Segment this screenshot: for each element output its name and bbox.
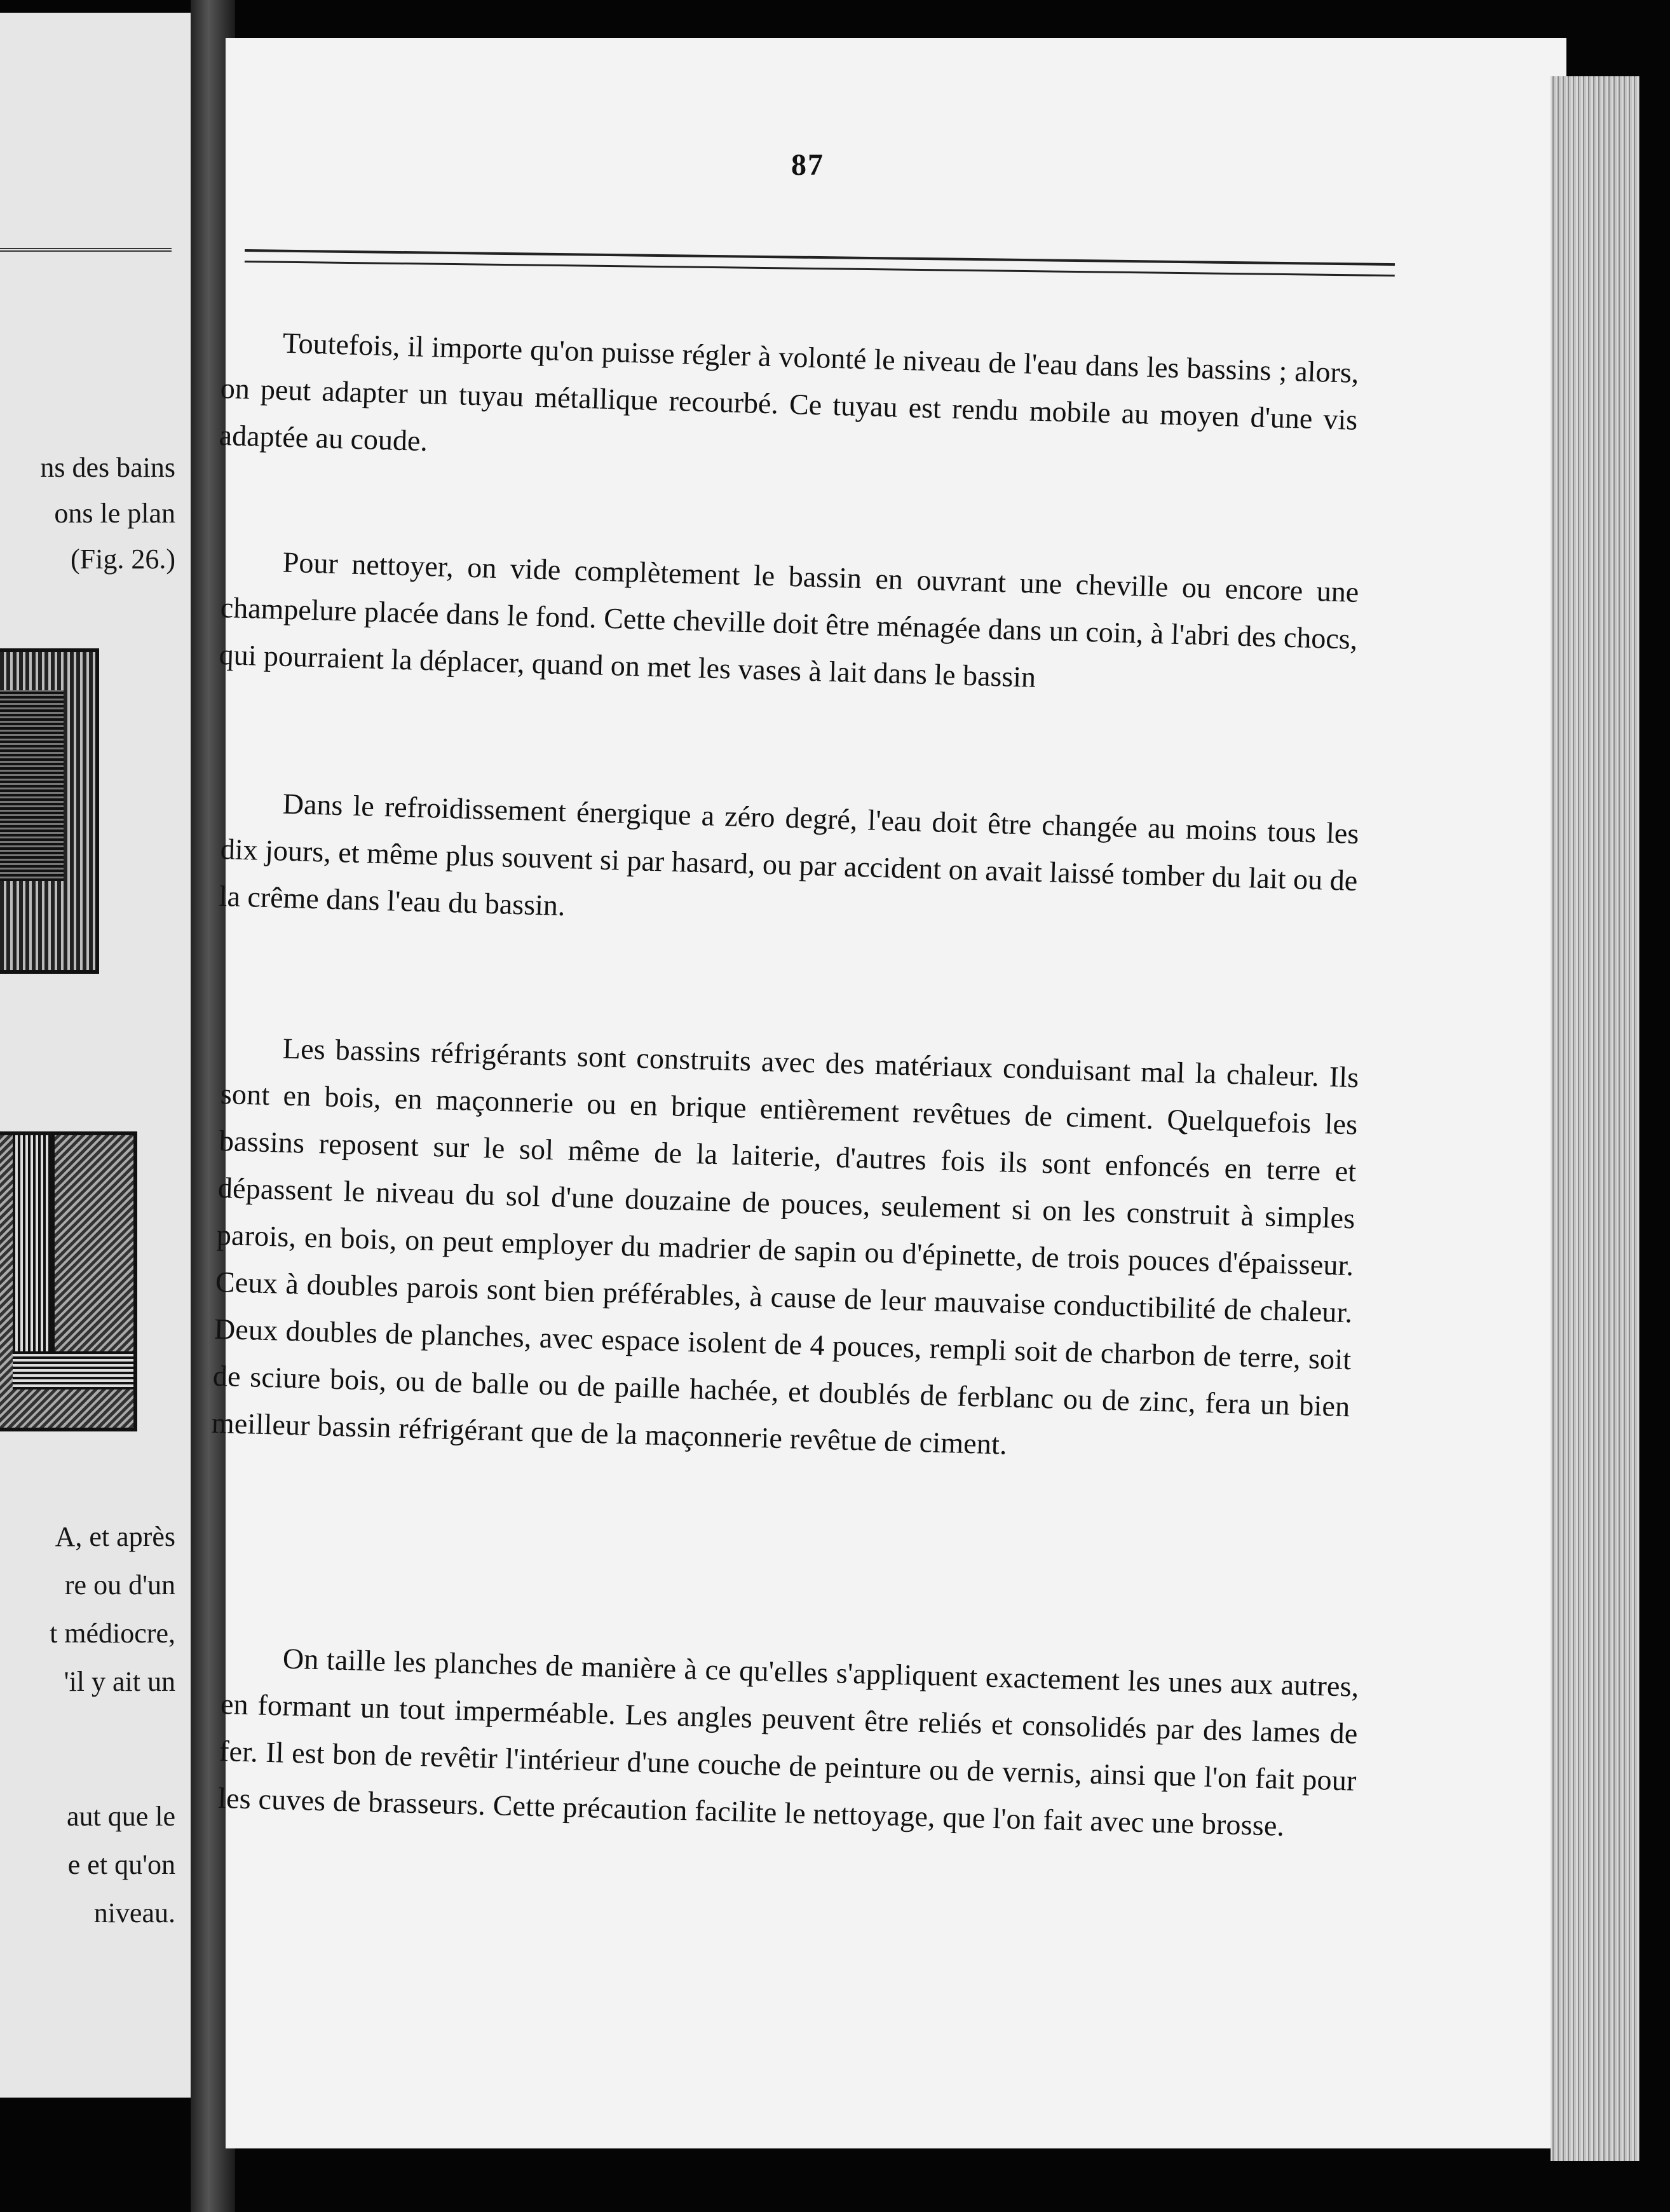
paragraph-block [211, 1023, 1359, 1477]
paragraph: On taille les planches de manière à ce qu'elles s'appliquent exactement les unes aux autres, en formant un tout imperméable. Les angles peuvent être reliés et consolidés par des lames de fer. Il est bon de revêtir l'intérieur d'une couche de peinture ou de vernis, ainsi que l'on fait pour les cuves de brasseurs. Cette précaution facilite le nettoyage, que l'on fait avec une brosse. [217, 1642, 1360, 1842]
left-facing-page [0, 13, 191, 2098]
paragraph-block [217, 1634, 1359, 1852]
paragraph: Toutefois, il importe qu'on puisse régler à volonté le niveau de l'eau dans les bassins ; alors, on peut adapter un tuyau métallique recourbé. Ce tuyau est rendu mobile au moyen d'une vis adaptée au coude. [219, 326, 1359, 458]
left-page-figure-top [0, 648, 99, 974]
paragraph: Pour nettoyer, on vide complètement le bassin en ouvrant une cheville ou encore une champelure placée dans le fond. Cette cheville doit être ménagée dans un coin, à l'abri des chocs, qui pourraient la déplacer, quand on met les vases à lait dans le bassin [219, 545, 1359, 693]
page-number: 87 [791, 148, 824, 182]
left-page-line: 'il y ait un [64, 1666, 175, 1697]
paragraph: Les bassins réfrigérants sont construits avec des matériaux conduisant mal la chaleur. Ils sont en bois, en maçonnerie ou en brique entièrement revêtues de ciment. Quelquefois les bassins reposent sur le sol même de la laiterie, d'autres fois ils sont enfoncés en terre et dépassent le niveau du sol d'une douzaine de pouces, seulement si on les construit à simples parois, en bois, on peut employer du madrier de sapin ou d'épinette, de trois pouces d'épaisseur. Ceux à doubles parois sont bien préférables, à cause de leur mauvaise conductibilité de chaleur. Deux doubles de planches, avec espace isolent de 4 pouces, rempli soit de charbon de terre, soit de sciure bois, ou de balle ou de paille hachée, et doublés de ferblanc ou de zinc, fera un bien meilleur bassin réfrigérant que de la maçonnerie revêtue de ciment. [211, 1032, 1360, 1461]
left-page-line: e et qu'on [67, 1849, 175, 1880]
left-page-line: ns des bains [40, 452, 175, 483]
left-page-figure-bottom [0, 1131, 137, 1431]
left-page-header-rule [0, 248, 172, 252]
left-page-line: aut que le [66, 1801, 175, 1832]
left-page-line: re ou d'un [64, 1569, 175, 1601]
left-page-line: A, et après [55, 1521, 175, 1552]
left-page-line: niveau. [93, 1897, 175, 1929]
left-page-line: ons le plan [54, 498, 175, 529]
page-edges-stack [1551, 76, 1639, 2161]
left-page-line: t médiocre, [50, 1618, 175, 1649]
paragraph: Dans le refroidissement énergique a zéro degré, l'eau doit être changée au moins tous les dix jours, et même plus souvent si par hasard, ou par accident on avait laissé tomber du lait ou de la crême dans l'eau du bassin. [219, 787, 1359, 922]
left-page-line: (Fig. 26.) [71, 543, 175, 575]
